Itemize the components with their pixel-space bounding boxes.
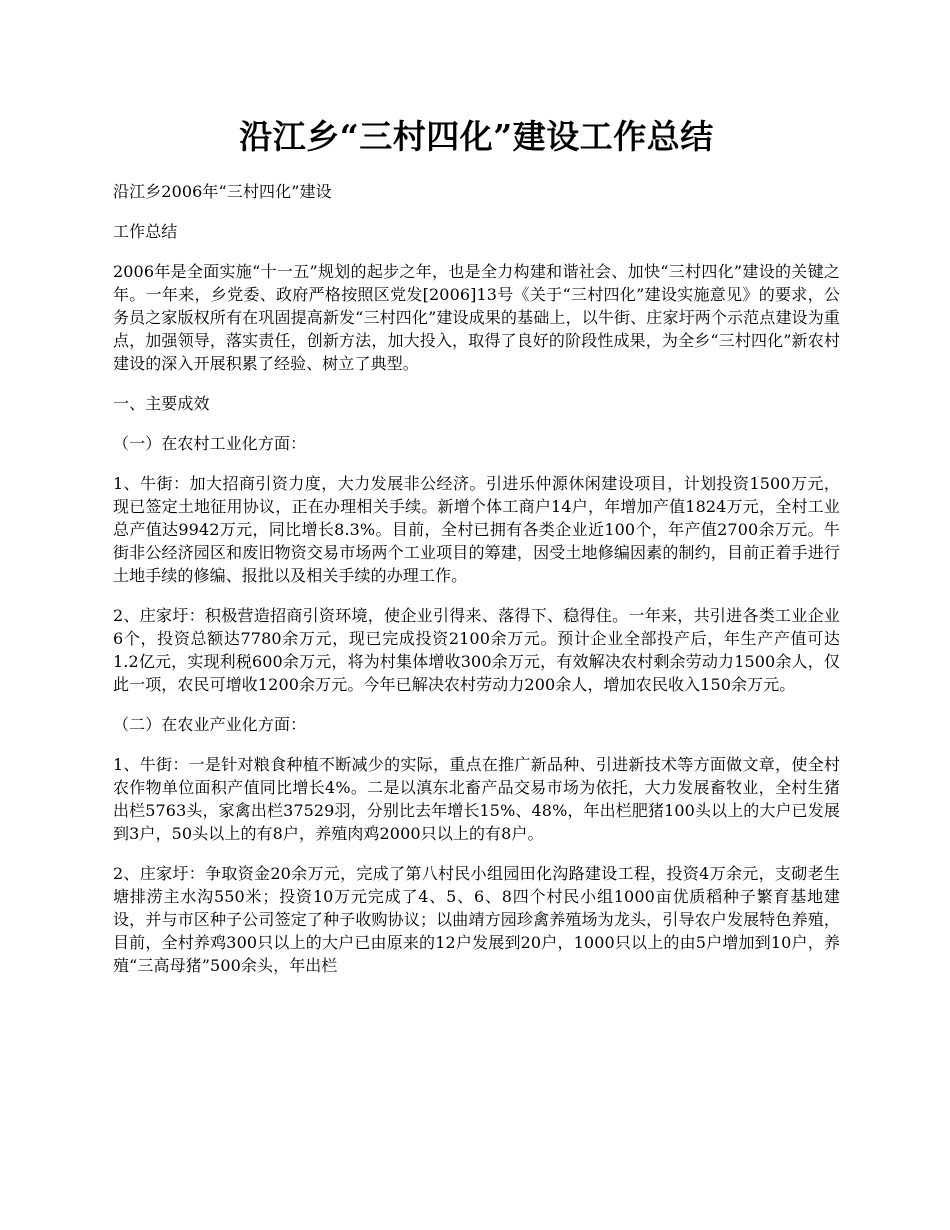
document-title: 沿江乡“三村四化”建设工作总结 [239, 117, 714, 156]
paragraph-zhuangjiawei-agriculture: 2、庄家圩：争取资金20余万元，完成了第八村民小组园田化沟路建设工程，投资4万余元，支砌老生塘排涝主水沟550米；投资10万元完成了4、5、6、8四个村民小组1000亩优质稻种子繁育基地建设，并与市区种子公司签定了种子收购协议；以曲靖方园珍禽养殖场为龙头，引导农户发展特色养殖，目前，全村养鸡300只以上的大户已由原来的12户发展到20户，1000只以上的由5户增加到10户，养殖“三高母猪”500余头，年出栏 [113, 864, 840, 975]
subsection-heading-industrialization: （一）在农村工业化方面： [113, 434, 307, 453]
paragraph-subtitle-line-1: 沿江乡2006年“三村四化”建设 [113, 182, 332, 201]
paragraph-zhuangjiawei-industry: 2、庄家圩：积极营造招商引资环境，使企业引得来、落得下、稳得住。一年来，共引进各类工业企业6个，投资总额达7780余万元，现已完成投资2100余万元。预计企业全部投产后，年生产产值可达1.2亿元，实现利税600余万元，将为村集体增收300余万元，有效解决农村剩余劳动力1500余人，仅此一项，农民可增收1200余万元。今年已解决农村劳动力200余人，增加农民收入150余万元。 [113, 606, 840, 694]
paragraph-intro: 2006年是全面实施“十一五”规划的起步之年，也是全力构建和谐社会、加快“三村四化”建设的关键之年。一年来，乡党委、政府严格按照区党发[2006]13号《关于“三村四化”建设实施意见》的要求，公务员之家版权所有在巩固提高新发“三村四化”建设成果的基础上，以牛街、庄家圩两个示范点建设为重点，加强领导，落实责任，创新方法，加大投入，取得了良好的阶段性成果，为全乡“三村四化”新农村建设的深入开展积累了经验、树立了典型。 [113, 262, 840, 373]
document-page [113, 112, 840, 994]
subsection-heading-agriculture: （二）在农业产业化方面： [113, 715, 307, 734]
paragraph-niujie-industry: 1、牛街：加大招商引资力度，大力发展非公经济。引进乐仲源休闲建设项目，计划投资1500万元，现已签定土地征用协议，正在办理相关手续。新增个体工商户14户，年增加产值1824万元，全村工业总产值达9942万元，同比增长8.3%。目前，全村已拥有各类企业近100个，年产值2700余万元。牛街非公经济园区和废旧物资交易市场两个工业项目的筹建，因受土地修编因素的制约，目前正着手进行土地手续的修编、报批以及相关手续的办理工作。 [113, 474, 840, 585]
paragraph-niujie-agriculture: 1、牛街：一是针对粮食种植不断减少的实际，重点在推广新品种、引进新技术等方面做文章，使全村农作物单位面积产值同比增长4%。二是以滇东北畜产品交易市场为依托，大力发展畜牧业，全村生猪出栏5763头，家禽出栏37529羽，分别比去年增长15%、48%，年出栏肥猪100头以上的大户已发展到3户，50头以上的有8户，养殖肉鸡2000只以上的有8户。 [113, 755, 840, 843]
paragraph-subtitle-line-2: 工作总结 [113, 222, 178, 241]
section-heading-main-results: 一、主要成效 [113, 394, 210, 413]
